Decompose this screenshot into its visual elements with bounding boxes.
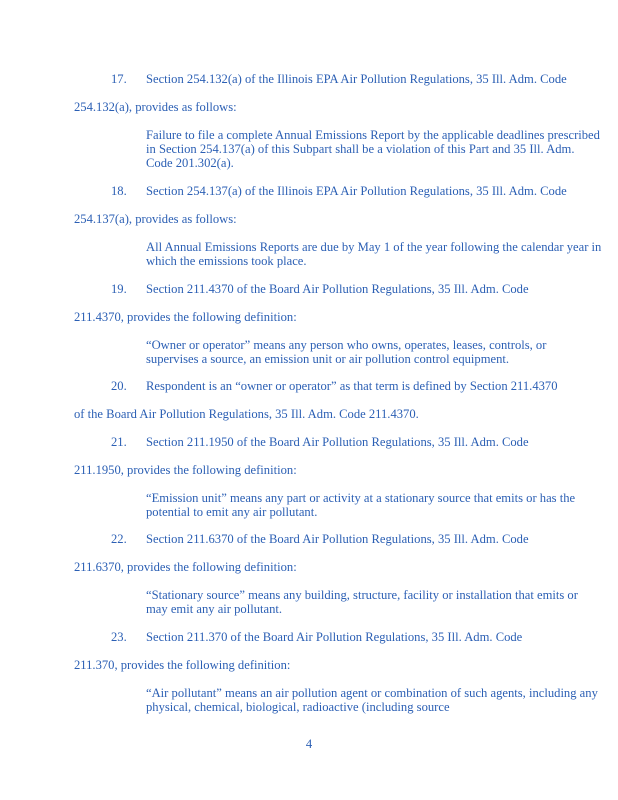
block-quote: “Stationary source” means any building, structure, facility or installation that emits or may emit any air pollutant. [146, 588, 578, 616]
page-number: 4 [305, 737, 313, 751]
paragraph-number: 17. [111, 72, 127, 86]
paragraph-number: 22. [111, 532, 127, 546]
paragraph-number: 23. [111, 630, 127, 644]
paragraph-heading: Section 211.370 of the Board Air Pollution Regulations, 35 Ill. Adm. Code [146, 630, 523, 644]
paragraph-number: 19. [111, 282, 127, 296]
block-quote: “Air pollutant” means an air pollution agent or combination of such agents, including any physical, chemical, biological, radioactive (including source [146, 686, 598, 714]
paragraph-continuation: 211.4370, provides the following definition: [74, 310, 297, 324]
paragraph-continuation: 211.6370, provides the following definition: [74, 560, 297, 574]
paragraph-number: 18. [111, 184, 127, 198]
paragraph-continuation: 211.370, provides the following definition: [74, 658, 291, 672]
block-quote: “Owner or operator” means any person who owns, operates, leases, controls, or supervises a source, an emission unit or air pollution control equipment. [146, 338, 547, 366]
paragraph-heading: Section 254.132(a) of the Illinois EPA Air Pollution Regulations, 35 Ill. Adm. Code [146, 72, 567, 86]
paragraph-heading: Respondent is an “owner or operator” as that term is defined by Section 211.4370 [146, 379, 558, 393]
paragraph-number: 20. [111, 379, 127, 393]
paragraph-heading: Section 211.4370 of the Board Air Pollution Regulations, 35 Ill. Adm. Code [146, 282, 529, 296]
paragraph-continuation: 211.1950, provides the following definition: [74, 463, 297, 477]
block-quote: Failure to file a complete Annual Emissions Report by the applicable deadlines prescribed in Section 254.137(a) of this Subpart shall be a violation of this Part and 35 Ill. Adm. Code 201.302(a). [146, 128, 600, 170]
paragraph-continuation: 254.137(a), provides as follows: [74, 212, 237, 226]
paragraph-heading: Section 211.1950 of the Board Air Pollution Regulations, 35 Ill. Adm. Code [146, 435, 529, 449]
block-quote: All Annual Emissions Reports are due by May 1 of the year following the calendar year in which the emissions took place. [146, 240, 602, 268]
paragraph-continuation: of the Board Air Pollution Regulations, 35 Ill. Adm. Code 211.4370. [74, 407, 419, 421]
paragraph-heading: Section 211.6370 of the Board Air Pollution Regulations, 35 Ill. Adm. Code [146, 532, 529, 546]
paragraph-number: 21. [111, 435, 127, 449]
paragraph-heading: Section 254.137(a) of the Illinois EPA Air Pollution Regulations, 35 Ill. Adm. Code [146, 184, 567, 198]
paragraph-continuation: 254.132(a), provides as follows: [74, 100, 237, 114]
block-quote: “Emission unit” means any part or activity at a stationary source that emits or has the potential to emit any air pollutant. [146, 491, 576, 519]
